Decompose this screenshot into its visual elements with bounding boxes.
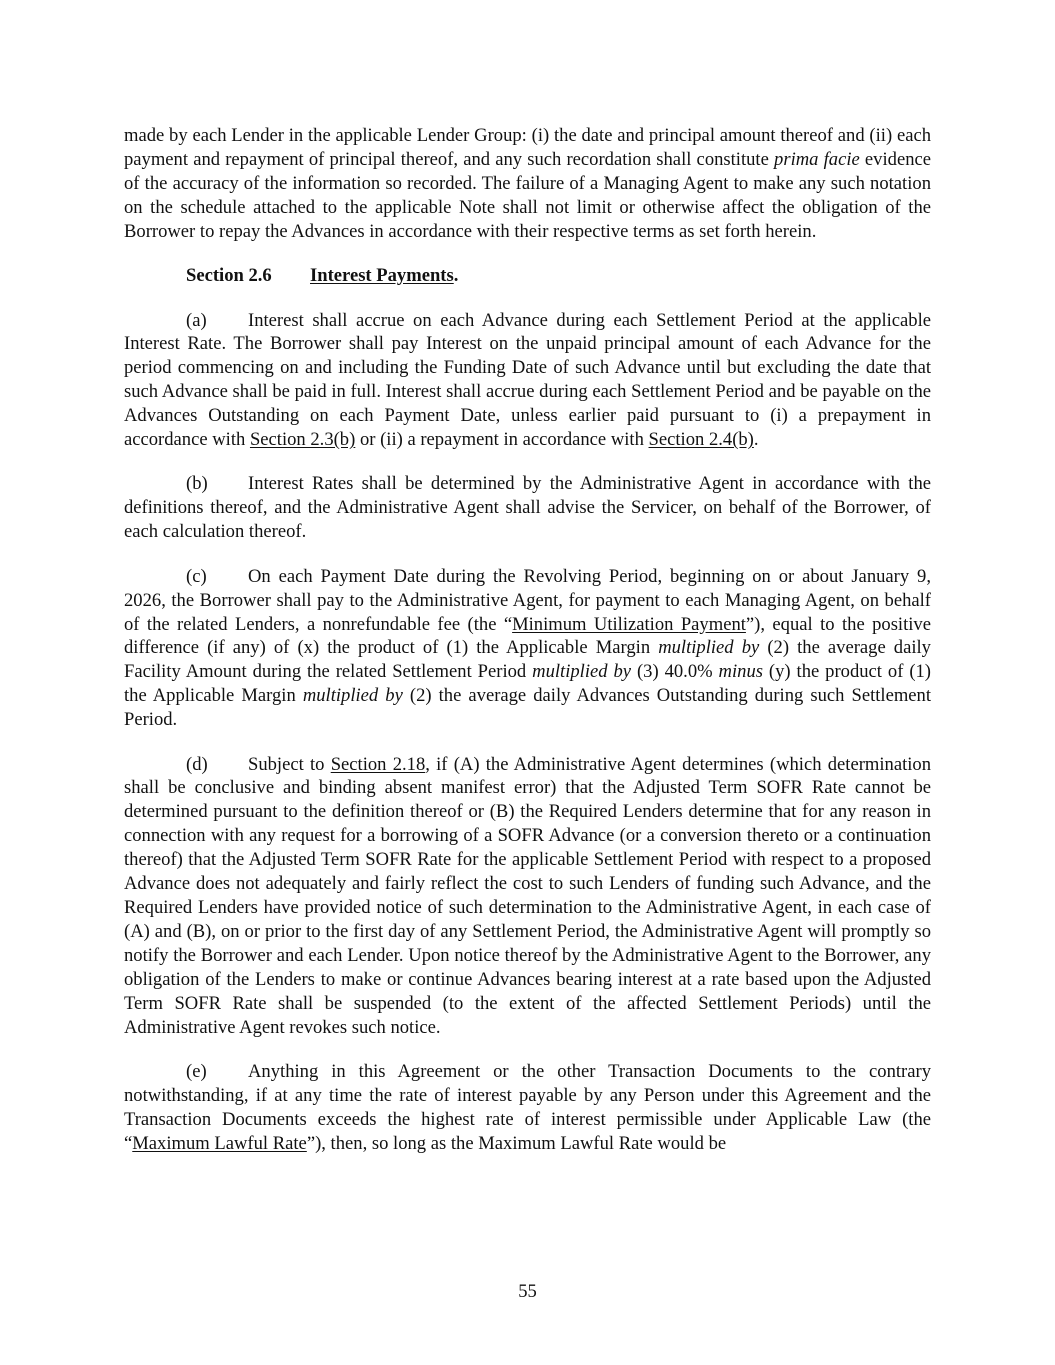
paragraph-e xyxy=(124,1060,931,1156)
defined-term: Minimum Utilization Payment xyxy=(512,613,746,635)
heading-punctuation: . xyxy=(453,265,459,287)
cross-reference: Section 2.18 xyxy=(330,753,426,775)
paragraph-label: (b) xyxy=(186,473,208,495)
text-run: (2) the average daily Facility Amount during the related Settlement Period xyxy=(124,637,931,683)
text-run: (2) the average daily Advances Outstanding during such Settlement Period. xyxy=(124,685,931,731)
section-heading xyxy=(186,264,931,288)
cross-reference: Section 2.3(b) xyxy=(249,429,356,451)
text-run: evidence of the accuracy of the information so recorded. The failure of a Managing Agent to make any such notation on the schedule attached to the applicable Note shall not limit or otherwise affect the obligation of the Borrower to repay the Advances in accordance with their respective terms as set forth herein. xyxy=(124,148,931,242)
italic-term: multiplied by xyxy=(658,637,760,659)
text-run: ”), equal to the positive difference (if any) of (x) the product of (1) the Applicable Margin xyxy=(124,613,931,659)
paragraph-d xyxy=(124,753,931,1040)
page-number: 55 xyxy=(518,1281,537,1302)
text-run: Subject to xyxy=(248,753,331,775)
paragraph-label: (e) xyxy=(186,1060,207,1082)
text-run: Anything in this Agreement or the other Transaction Documents to the contrary notwithstanding, if at any time the rate of interest payable by any Person under this Agreement and the Transaction Documents exceeds the highest rate of interest permissible under Applicable Law (the “ xyxy=(124,1060,931,1154)
text-run: (y) the product of (1) the Applicable Margin xyxy=(124,661,931,707)
section-title: Interest Payments xyxy=(310,265,454,287)
continuation-paragraph xyxy=(124,124,931,244)
text-run: (3) 40.0% xyxy=(631,661,719,683)
text-run: Interest Rates shall be determined by the Administrative Agent in accordance with the definitions thereof, and the Administrative Agent shall advise the Servicer, on behalf of the Borrower, of each calculation thereof. xyxy=(124,473,931,543)
italic-term: minus xyxy=(718,661,763,683)
italic-term: multiplied by xyxy=(532,661,632,683)
paragraph-label: (d) xyxy=(186,753,208,775)
paragraph-b xyxy=(124,472,931,544)
text-run: made by each Lender in the applicable Lender Group: (i) the date and principal amount thereof and (ii) each payment and repayment of principal thereof, and any such recordation shall constitute xyxy=(124,125,931,170)
text-run: , if (A) the Administrative Agent determines (which determination shall be conclusive and binding absent manifest error) that the Adjusted Term SOFR Rate cannot be determined pursuant to the definition thereof or (B) the Required Lenders determine that for any reason in connection with any request for a borrowing of a SOFR Advance (or a conversion thereto or a continuation thereof) that the Adjusted Term SOFR Rate for the applicable Settlement Period with respect to a proposed Advance does not adequately and fairly reflect the cost to such Lenders of funding such Advance, and the Required Lenders have provided notice of such determination to the Administrative Agent, in each case of (A) and (B), on or prior to the first day of any Settlement Period, the Administrative Agent will promptly so notify the Borrower and each Lender. Upon notice thereof by the Administrative Agent to the Borrower, any obligation of the Lenders to make or continue Advances bearing interest at a rate based upon the Adjusted Term SOFR Rate shall be suspended (to the extent of the affected Settlement Periods) until the Administrative Agent revokes such notice. xyxy=(124,753,931,1038)
text-run: ”), then, so long as the Maximum Lawful Rate would be xyxy=(306,1132,727,1154)
italic-term: multiplied by xyxy=(302,685,403,707)
text-run: On each Payment Date during the Revolving Period, beginning on or about January 9, 2026, the Borrower shall pay to the Administrative Agent, for payment to each Managing Agent, on behalf of the related Lenders, a nonrefundable fee (the “ xyxy=(124,565,931,635)
text-run: Interest shall accrue on each Advance during each Settlement Period at the applicable Interest Rate. The Borrower shall pay Interest on the unpaid principal amount of each Advance for the period commencing on and including the Funding Date of such Advance until but excluding the date that such Advance shall be paid in full. Interest shall accrue during each Settlement Period and be payable on the Advances Outstanding on each Payment Date, unless earlier paid pursuant to (i) a prepayment in accordance with xyxy=(124,309,931,451)
text-run: . xyxy=(753,429,759,451)
paragraph-label: (c) xyxy=(186,565,207,587)
paragraph-label: (a) xyxy=(186,309,207,331)
defined-term: Maximum Lawful Rate xyxy=(132,1132,307,1154)
document-page xyxy=(124,124,931,1176)
italic-term: prima facie xyxy=(774,148,860,170)
text-run: or (ii) a repayment in accordance with xyxy=(355,429,649,451)
section-number: Section 2.6 xyxy=(186,265,272,287)
paragraph-c xyxy=(124,565,931,732)
cross-reference: Section 2.4(b) xyxy=(648,429,754,451)
paragraph-a xyxy=(124,309,931,452)
